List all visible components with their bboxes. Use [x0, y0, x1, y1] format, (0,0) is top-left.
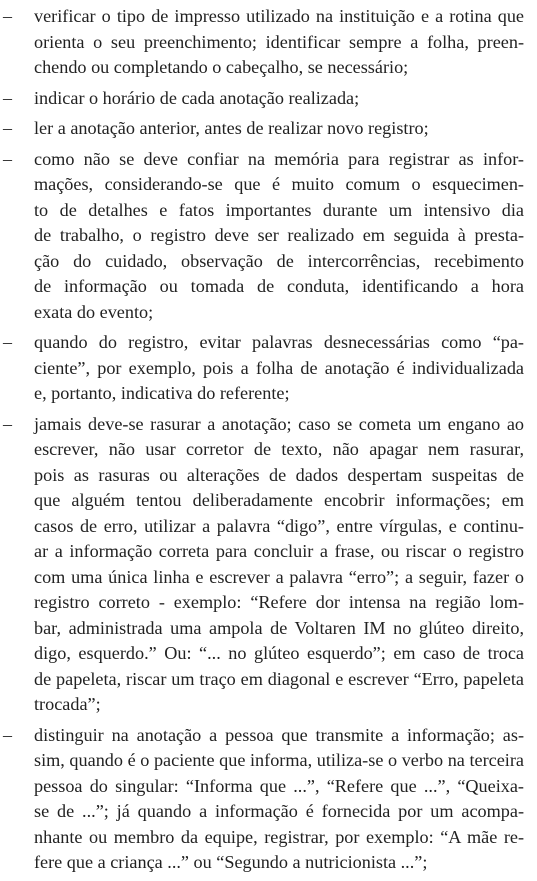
- text-line: com uma única linha e escrever a palavra “erro”; a seguir, fazer o: [34, 566, 524, 587]
- list-item-text: [34, 147, 524, 326]
- bullet-dash: –: [3, 87, 12, 108]
- list-item: [0, 723, 537, 876]
- text-line: registro correto - exemplo: “Refere dor intensa na região lom-: [34, 592, 524, 612]
- text-line: digo, esquerdo.” Ou: “... no glúteo esquerdo”; em caso de troca: [34, 643, 524, 663]
- text-line: ciente”, por exemplo, pois a folha de anotação é individualizada: [34, 357, 524, 378]
- text-line: indicar o horário de cada anotação realizada;: [34, 87, 360, 108]
- list-item-text: [34, 116, 524, 142]
- list-item-text: [34, 4, 524, 81]
- list-item-text: [34, 330, 524, 407]
- text-line: e, portanto, indicativa do referente;: [34, 383, 290, 403]
- text-line: que alguém tentou deliberadamente encobrir informações; em: [34, 490, 524, 510]
- text-line: de papeleta, riscar um traço em diagonal e escrever “Erro, papeleta: [34, 668, 524, 689]
- bullet-dash: –: [3, 332, 12, 352]
- text-line: ar a informação correta para concluir a frase, ou riscar o registro: [34, 541, 524, 561]
- text-line: fere que a criança ...” ou “Segundo a nutricionista ...”;: [34, 852, 428, 872]
- text-line: ler a anotação anterior, antes de realizar novo registro;: [34, 118, 429, 138]
- bullet-dash: –: [3, 6, 12, 26]
- text-line: to de detalhes e fatos importantes durante um intensivo dia: [34, 199, 524, 220]
- bullet-dash: –: [3, 413, 12, 434]
- list-item: [0, 116, 537, 142]
- text-line: ção do cuidado, observação de intercorrências, recebimento: [34, 250, 524, 271]
- text-line: pessoa do singular: “Informa que ...”, “Refere que ...”, “Queixa-: [34, 775, 524, 796]
- text-line: bar, administrada uma ampola de Voltaren IM no glúteo direito,: [34, 617, 524, 638]
- text-line: jamais deve-se rasurar a anotação; caso se cometa um engano ao: [34, 413, 524, 434]
- text-line: como não se deve confiar na memória para registrar as infor-: [34, 148, 524, 169]
- list-item-text: [34, 412, 524, 718]
- bullet-dash: –: [3, 118, 12, 138]
- list-item: [0, 330, 537, 407]
- text-line: mações, considerando-se que é muito comum o esquecimen-: [34, 174, 524, 194]
- bullet-dash: –: [3, 148, 12, 169]
- list-item-text: [34, 723, 524, 876]
- list-item: [0, 86, 537, 112]
- text-line: exata do evento;: [34, 301, 154, 322]
- text-line: se de ...”; já quando a informação é fornecida por um acompa-: [34, 801, 524, 821]
- list-item: [0, 147, 537, 326]
- text-line: quando do registro, evitar palavras desnecessárias como “pa-: [34, 332, 524, 352]
- document-page: [0, 4, 537, 881]
- text-line: distinguir na anotação a pessoa que transmite a informação; as-: [34, 724, 524, 745]
- text-line: de trabalho, o registro deve ser realizado em seguida à presta-: [34, 225, 524, 245]
- text-line: casos de erro, utilizar a palavra “digo”, entre vírgulas, e continu-: [34, 515, 524, 536]
- text-line: trocada”;: [34, 694, 101, 714]
- text-line: chendo ou completando o cabeçalho, se necessário;: [34, 57, 409, 77]
- text-line: escrever, não usar corretor de texto, não apagar nem rasurar,: [34, 439, 524, 459]
- text-line: pois as rasuras ou alterações de dados despertam suspeitas de: [34, 464, 524, 485]
- bullet-dash: –: [3, 724, 12, 745]
- text-line: sim, quando é o paciente que informa, utiliza-se o verbo na terceira: [34, 750, 524, 770]
- text-line: nhante ou membro da equipe, registrar, por exemplo: “A mãe re-: [34, 826, 524, 847]
- text-line: verificar o tipo de impresso utilizado na instituição e a rotina que: [34, 6, 524, 26]
- list-item: [0, 412, 537, 718]
- bullet-list: [0, 4, 537, 876]
- list-item: [0, 4, 537, 81]
- list-item-text: [34, 86, 524, 112]
- text-line: de informação ou tomada de conduta, identificando a hora: [34, 276, 524, 296]
- text-line: orienta o seu preenchimento; identificar sempre a folha, preen-: [34, 31, 524, 52]
